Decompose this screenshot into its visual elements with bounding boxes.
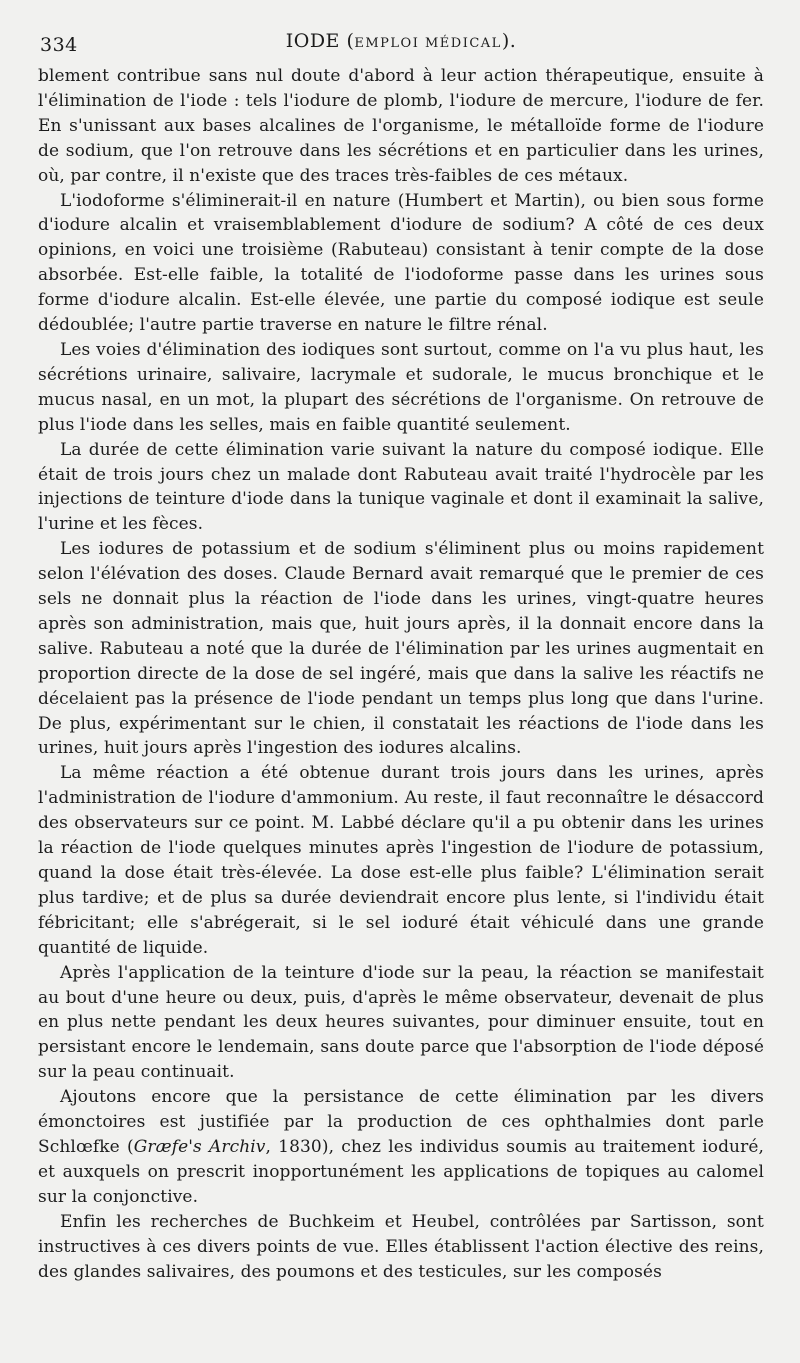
paragraph (38, 1085, 764, 1210)
paragraph: Enfin les recherches de Buchkeim et Heubel, contrôlées par Sartisson, sont instructives à ces divers points de vue. Elles établissent l'action élective des reins, des glandes salivaires, des poumons et des testicules, sur les composés (38, 1211, 764, 1282)
page-number: 334 (40, 34, 78, 56)
running-title-main: IODE ( (285, 30, 355, 52)
paragraph: Les voies d'élimination des iodiques sont surtout, comme on l'a vu plus haut, les sécrétions urinaire, salivaire, lacrymale et sudorale, le mucus bronchique et le mucus nasal, en un mot, la plupart des sécrétions de l'organisme. On retrouve de plus l'iode dans les selles, mais en faible quantité seulement. (38, 339, 764, 435)
paragraph-text: Ajoutons encore que la persistance de cette élimination par les divers émonctoires est justifiée par la production de ces ophthalmies dont parle Schlœfke ( (38, 1087, 764, 1157)
paragraph-text: , 1830), chez les individus soumis au traitement ioduré, et auxquels on prescrit inopportunément les applications de topiques au calomel sur la conjonctive. (38, 1136, 764, 1207)
running-title-close: ). (501, 30, 517, 52)
paragraph: L'iodoforme s'éliminerait-il en nature (Humbert et Martin), ou bien sous forme d'iodure alcalin et vraisemblablement d'iodure de sodium? A côté de ces deux opinions, en voici une troisième (Rabuteau) consistant à tenir compte de la dose absorbée. Est-elle faible, la totalité de l'iodoforme passe dans les urines sous forme d'iodure alcalin. Est-elle élevée, une partie du composé iodique est seule dédoublée; l'autre partie traverse en nature le filtre rénal. (38, 190, 764, 336)
paragraph: La durée de cette élimination varie suivant la nature du composé iodique. Elle était de trois jours chez un malade dont Rabuteau avait traité l'hydrocèle par les injections de teinture d'iode dans la tunique vaginale et dont il examinait la salive, l'urine et les fèces. (38, 439, 764, 535)
journal-title: Græfe's Archiv (133, 1136, 266, 1157)
running-title-subject: EMPLOI MÉDICAL (354, 36, 502, 51)
body-text (38, 64, 764, 1284)
paragraph: blement contribue sans nul doute d'abord à leur action thérapeutique, ensuite à l'élimination de l'iode : tels l'iodure de plomb, l'iodure de mercure, l'iodure de fer. En s'unissant aux bases alcalines de l'organisme, le métalloïde forme de l'iodure de sodium, que l'on retrouve dans les sécrétions et en particulier dans les urines, où, par contre, il n'existe que des traces très-faibles de ces métaux. (38, 66, 764, 186)
paragraph: Les iodures de potassium et de sodium s'éliminent plus ou moins rapidement selon l'élévation des doses. Claude Bernard avait remarqué que le premier de ces sels ne donnait plus la réaction de l'iode dans les urines, vingt-quatre heures après son administration, mais que, huit jours après, il la donnait encore dans la salive. Rabuteau a noté que la durée de l'élimination par les urines augmentait en proportion directe de la dose de sel ingéré, mais que dans la salive les réactifs ne décelaient pas la présence de l'iode pendant un temps plus long que dans l'urine. De plus, expérimentant sur le chien, il constatait les réactions de l'iode dans les urines, huit jours après l'ingestion des iodures alcalins. (38, 539, 764, 759)
running-title (38, 30, 764, 52)
page-header (38, 28, 764, 60)
paragraph: La même réaction a été obtenue durant trois jours dans les urines, après l'administration de l'iodure d'ammonium. Au reste, il faut reconnaître le désaccord des observateurs sur ce point. M. Labbé déclare qu'il a pu obtenir dans les urines la réaction de l'iode quelques minutes après l'ingestion de l'iodure de potassium, quand la dose était très-élevée. La dose est-elle plus faible? L'élimination serait plus tardive; et de plus sa durée deviendrait encore plus lente, si l'individu était fébricitant; elle s'abrégerait, si le sel ioduré était véhiculé dans une grande quantité de liquide. (38, 763, 764, 958)
paragraph: Après l'application de la teinture d'iode sur la peau, la réaction se manifestait au bout d'une heure ou deux, puis, d'après le même observateur, devenait de plus en plus nette pendant les deux heures suivantes, pour diminuer ensuite, tout en persistant encore le lendemain, sans doute parce que l'absorption de l'iode déposé sur la peau continuait. (38, 962, 764, 1083)
